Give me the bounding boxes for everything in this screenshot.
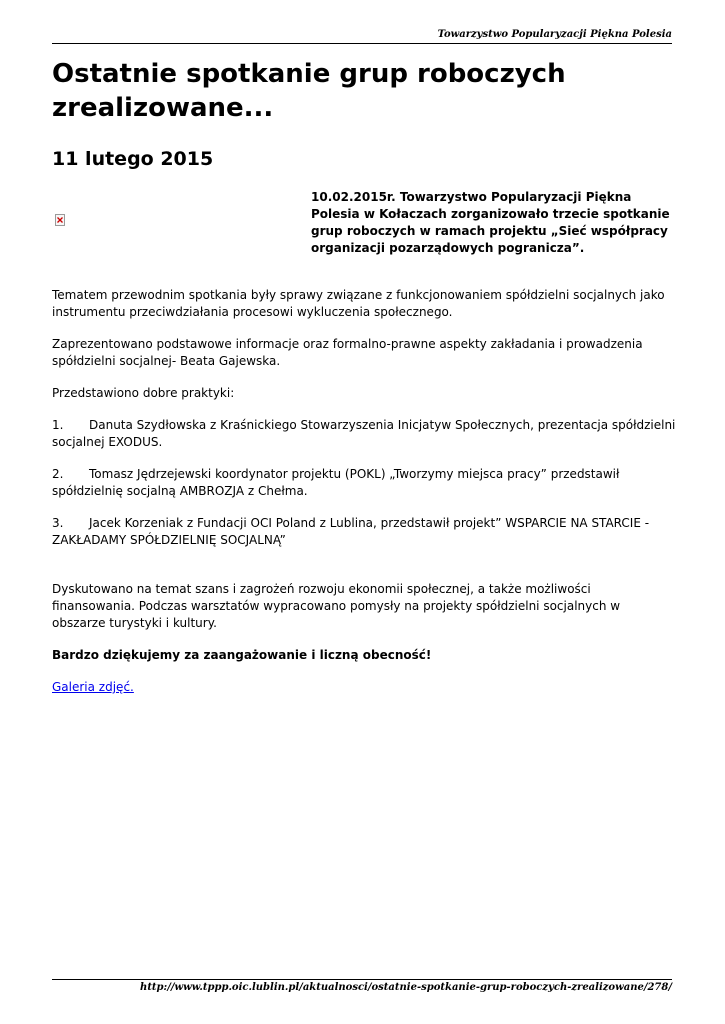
article-date: 11 lutego 2015 [52,148,214,170]
list-item [52,417,677,451]
broken-image-icon [55,214,65,226]
list-item [52,515,677,549]
list-item-number: 2. [52,467,64,481]
list-item-number: 3. [52,516,64,530]
footer-divider [52,979,672,980]
list-item-number: 1. [52,418,64,432]
footer-url: http://www.tppp.oic.lublin.pl/aktualnosci/ostatnie-spotkanie-grup-roboczych-zrealizowane/278/ [140,982,672,993]
list-item [52,466,677,500]
site-header-name: Towarzystwo Popularyzacji Piękna Polesia [437,29,672,40]
list-item-text: Tomasz Jędrzejewski koordynator projektu (POKL) „Tworzymy miejsca pracy” przedstawił spółdzielnię socjalną AMBROZJA z Chełma. [52,467,620,498]
paragraph-topic: Tematem przewodnim spotkania były sprawy związane z funkcjonowaniem spółdzielni socjalnych jako instrumentu przeciwdziałania procesowi wykluczenia społecznego. [52,288,665,319]
gallery-link[interactable]: Galeria zdjęć. [52,680,134,694]
list-item-text: Jacek Korzeniak z Fundacji OCI Poland z Lublina, przedstawił projekt” WSPARCIE NA STARCIE - ZAKŁADAMY SPÓŁDZIELNIĘ SOCJALNĄ” [52,516,650,547]
paragraph-discussion: Dyskutowano na temat szans i zagrożeń rozwoju ekonomii społecznej, a także możliwości finansowania. Podczas warsztatów wypracowano pomysły na projekty spółdzielni socjalnych w obszarze turystyki i kultury. [52,582,621,630]
thanks-text: Bardzo dziękujemy za zaangażowanie i liczną obecność! [52,648,432,662]
header-divider [52,43,672,44]
article-body [52,287,677,711]
paragraph-presentation: Zaprezentowano podstawowe informacje oraz formalno-prawne aspekty zakładania i prowadzenia spółdzielni socjalnej- Beata Gajewska. [52,337,643,368]
page-title: Ostatnie spotkanie grup roboczych zrealizowane... [52,59,566,123]
spacer [52,564,677,581]
list-item-text: Danuta Szydłowska z Kraśnickiego Stowarzyszenia Inicjatyw Społecznych, prezentacja spółdzielni socjalnej EXODUS. [52,418,676,449]
gallery-paragraph [52,679,677,696]
article-lead: 10.02.2015r. Towarzystwo Popularyzacji Piękna Polesia w Kołaczach zorganizowało trzecie spotkanie grup roboczych w ramach projektu „Sieć współpracy organizacji pozarządowych pogranicza”. [311,190,670,255]
paragraph-practices-intro: Przedstawiono dobre praktyki: [52,386,235,400]
